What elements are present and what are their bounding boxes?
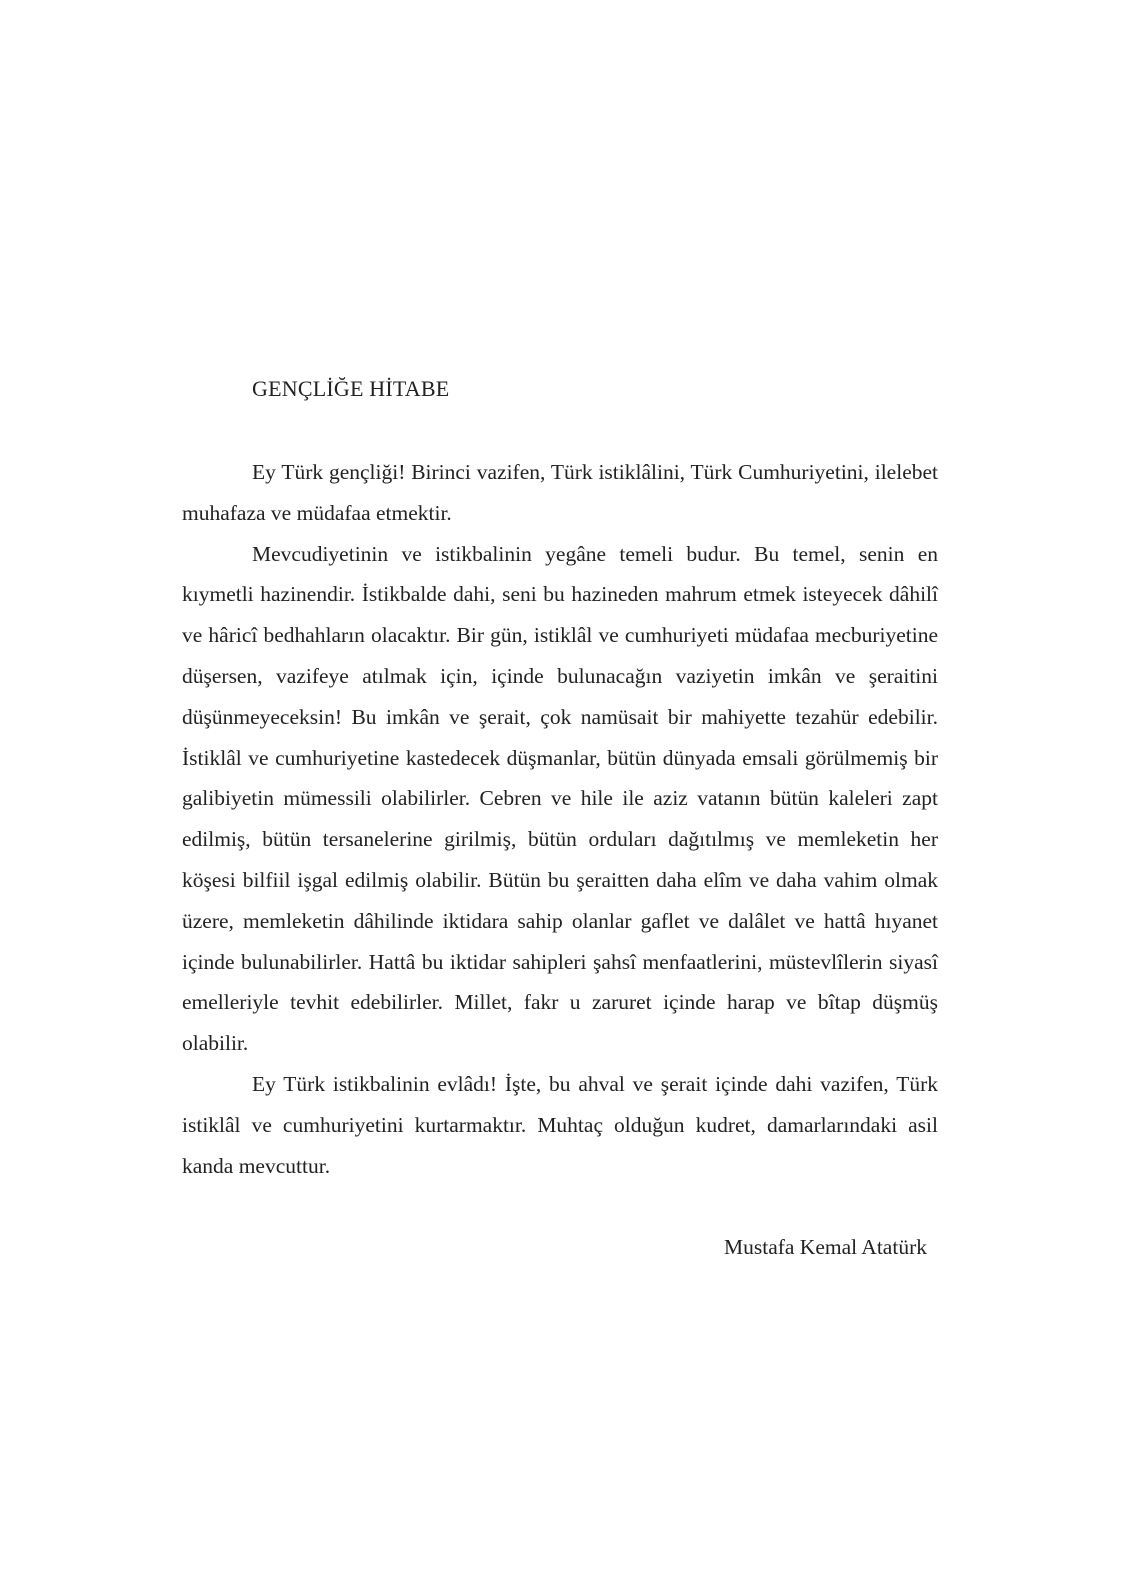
signature: Mustafa Kemal Atatürk xyxy=(723,1235,927,1259)
document-title: GENÇLİĞE HİTABE xyxy=(252,376,450,401)
paragraph-2: Mevcudiyetinin ve istikbalinin yegâne temeli budur. Bu temel, senin en kıymetli hazinendir. İstikbalde dahi, seni bu hazineden mahrum etmek isteyecek dâhilî ve hâricî bedhahların olacaktır. Bir gün, istiklâl ve cumhuriyeti müdafaa mecburiyetine düşersen, vazifeye atılmak için, içinde bulunacağın vaziyetin imkân ve şeraitini düşünmeyeceksin! Bu imkân ve şerait, çok namüsait bir mahiyette tezahür edebilir. İstiklâl ve cumhuriyetine kastedecek düşmanlar, bütün dünyada emsali görülmemiş bir galibiyetin mümessili olabilirler. Cebren ve hile ile aziz vatanın bütün kaleleri zapt edilmiş, bütün tersanelerine girilmiş, bütün orduları dağıtılmış ve memleketin her köşesi bilfiil işgal edilmiş olabilir. Bütün bu şeraitten daha elîm ve daha vahim olmak üzere, memleketin dâhilinde iktidara sahip olanlar gaflet ve dalâlet ve hattâ hıyanet içinde bulunabilirler. Hattâ bu iktidar sahipleri şahsî menfaatlerini, müstevlîlerin siyasî emelleriyle tevhit edebilirler. Millet, fakr u zaruret içinde harap ve bîtap düşmüş olabilir. xyxy=(182,541,938,1056)
paragraph-1: Ey Türk gençliği! Birinci vazifen, Türk istiklâlini, Türk Cumhuriyetini, ilelebet muhafaza ve müdafaa etmektir. xyxy=(182,460,938,525)
paragraph-3: Ey Türk istikbalinin evlâdı! İşte, bu ahval ve şerait içinde dahi vazifen, Türk istiklâl ve cumhuriyetini kurtarmaktır. Muhtaç olduğun kudret, damarlarındaki asil kanda mevcuttur. xyxy=(182,1071,938,1178)
document-body xyxy=(182,452,938,1186)
